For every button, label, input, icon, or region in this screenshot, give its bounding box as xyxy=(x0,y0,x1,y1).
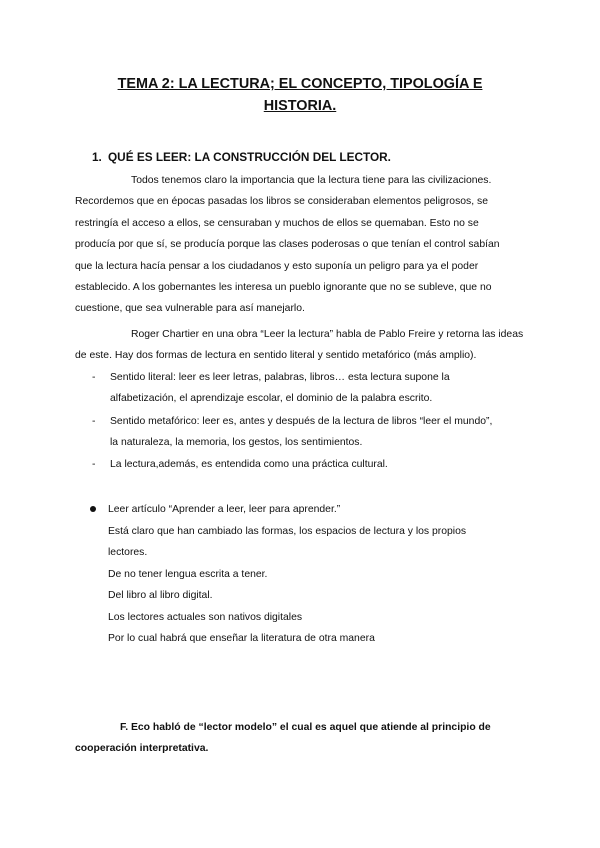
bullet-dot-icon xyxy=(90,506,96,512)
bullet-line: Del libro al libro digital. xyxy=(108,590,213,601)
list-item xyxy=(92,454,388,475)
list-item-line: Sentido literal: leer es leer letras, palabras, libros… esta lectura supone la xyxy=(110,372,450,383)
list-item-line: la naturaleza, la memoria, los gestos, los sentimientos. xyxy=(110,437,363,449)
bullet-line: lectores. xyxy=(108,547,148,558)
paragraph-line: Roger Chartier en una obra “Leer la lectura” habla de Pablo Freire y retorna las ideas xyxy=(131,329,524,340)
paragraph-line: que la lectura hacía pensar a los ciudadanos y esto suponía un peligro para ya el poder xyxy=(75,260,479,272)
section-number: 1. xyxy=(92,150,102,164)
paragraph-line: restringía el acceso a ellos, se censuraban y muchos de ellos se quemaban. Esto no se xyxy=(75,217,479,229)
bullet-line: Por lo cual habrá que enseñar la literatura de otra manera xyxy=(108,633,375,644)
title-line-2: HISTORIA. xyxy=(263,98,337,114)
section-heading-text: QUÉ ES LEER: LA CONSTRUCCIÓN DEL LECTOR. xyxy=(108,150,391,164)
list-item xyxy=(92,411,492,454)
section-heading xyxy=(92,149,391,165)
bullet-line: Leer artículo “Aprender a leer, leer para aprender.” xyxy=(108,504,341,515)
paragraph-line: de este. Hay dos formas de lectura en sentido literal y sentido metafórico (más amplio). xyxy=(75,350,477,362)
document-title xyxy=(60,73,540,117)
paragraph-line: Recordemos que en épocas pasadas los libros se consideraban elementos peligrosos, se xyxy=(75,196,488,208)
bullet-line: Los lectores actuales son nativos digitales xyxy=(108,611,303,623)
paragraph-line: establecido. A los gobernantes les interesa un pueblo ignorante que no se subleve, que no xyxy=(75,282,492,294)
paragraph-line: cuestione, que sea vulnerable para así manejarlo. xyxy=(75,303,305,315)
paragraph-1 xyxy=(75,170,515,320)
closing-line: cooperación interpretativa. xyxy=(75,743,209,754)
dash-marker: - xyxy=(92,416,96,427)
list-item-line: La lectura,además, es entendida como una práctica cultural. xyxy=(110,459,388,470)
list-item xyxy=(92,367,450,410)
list-item-line: Sentido metafórico: leer es, antes y después de la lectura de libros “leer el mundo”, xyxy=(110,416,493,427)
dash-marker: - xyxy=(92,459,96,470)
paragraph-2 xyxy=(75,324,524,367)
title-line-1: TEMA 2: LA LECTURA; EL CONCEPTO, TIPOLOGÍA E xyxy=(117,76,483,92)
bullet-line: De no tener lengua escrita a tener. xyxy=(108,568,268,580)
closing-paragraph xyxy=(75,717,535,759)
list-item-line: alfabetización, el aprendizaje escolar, el dominio de la palabra escrito. xyxy=(110,393,433,405)
dash-marker: - xyxy=(92,372,96,383)
bullet-list-item xyxy=(90,499,466,650)
paragraph-line: Todos tenemos claro la importancia que la lectura tiene para las civilizaciones. xyxy=(131,175,492,186)
closing-line: F. Eco habló de “lector modelo” el cual es aquel que atiende al principio de xyxy=(120,722,491,733)
bullet-line: Está claro que han cambiado las formas, los espacios de lectura y los propios xyxy=(108,525,467,537)
paragraph-line: producía por que sí, se producía porque las clases poderosas o que tenían el control sabían xyxy=(75,239,500,251)
